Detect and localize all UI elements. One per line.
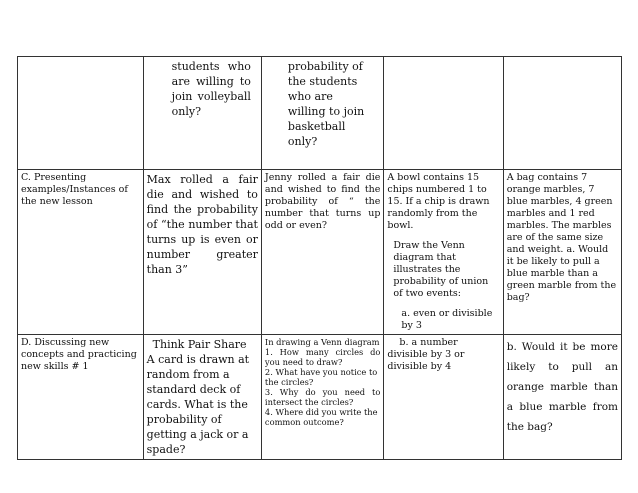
table-cell (503, 57, 621, 170)
row-label: D. Discussing new concepts and practicing new skills # 1 (21, 337, 137, 372)
cell-text: a. even or divisible by 3 (401, 308, 493, 331)
table-cell (143, 335, 261, 460)
row-label: C. Presenting examples/Instances of the new lesson (21, 172, 128, 207)
cell-text: 3. Why do you need to intersect the circles? (264, 387, 381, 407)
table-cell (503, 170, 621, 335)
cell-text: In drawing a Venn diagram (264, 337, 380, 347)
table-cell (261, 170, 383, 335)
table-cell (384, 335, 503, 460)
table-row (18, 57, 622, 170)
table-cell (261, 335, 383, 460)
table-row (18, 335, 622, 460)
cell-text: probability of the students who are willing to join basketball only? (287, 60, 365, 148)
row-label-cell (18, 57, 144, 170)
cell-text: 4. Where did you write the common outcome? (264, 407, 378, 427)
cell-text: b. a number divisible by 3 or divisible by 4 (387, 337, 465, 372)
cell-text: students who are willing to join volleyball only? (171, 60, 251, 118)
table-cell (384, 57, 503, 170)
lesson-plan-table (17, 56, 622, 460)
cell-text: 1. How many circles do you need to draw? (264, 347, 381, 367)
table-cell (261, 57, 383, 170)
table-cell (143, 170, 261, 335)
cell-text: Draw the Venn diagram that illustrates the probability of union of two events: (393, 240, 489, 299)
table-row (18, 170, 622, 335)
table-cell (143, 57, 261, 170)
table-cell (503, 335, 621, 460)
cell-text: Max rolled a fair die and wished to find the probability of “the number that turns up is even or number greater than 3” (146, 173, 258, 276)
row-label-cell (18, 170, 144, 335)
cell-text: A bowl contains 15 chips numbered 1 to 15. If a chip is drawn randomly from the bowl. (387, 172, 490, 231)
table-cell (384, 170, 503, 335)
cell-text: b. Would it be more likely to pull an orange marble than a blue marble from the bag? (506, 341, 618, 433)
cell-text: Jenny rolled a fair die and wished to find the probability of “ the number that turns up odd or even? (264, 172, 381, 231)
cell-heading: Think Pair Share (152, 338, 247, 351)
row-label-cell (18, 335, 144, 460)
cell-text: A card is drawn at random from a standard deck of cards. What is the probability of getting a jack or a spade? (146, 353, 250, 456)
cell-text: 2. What have you notice to the circles? (264, 367, 378, 387)
cell-text: A bag contains 7 orange marbles, 7 blue marbles, 4 green marbles and 1 red marbles. The marbles are of the same size and weight. a. Would it be likely to pull a blue marble than a green marble from the bag? (506, 172, 617, 303)
